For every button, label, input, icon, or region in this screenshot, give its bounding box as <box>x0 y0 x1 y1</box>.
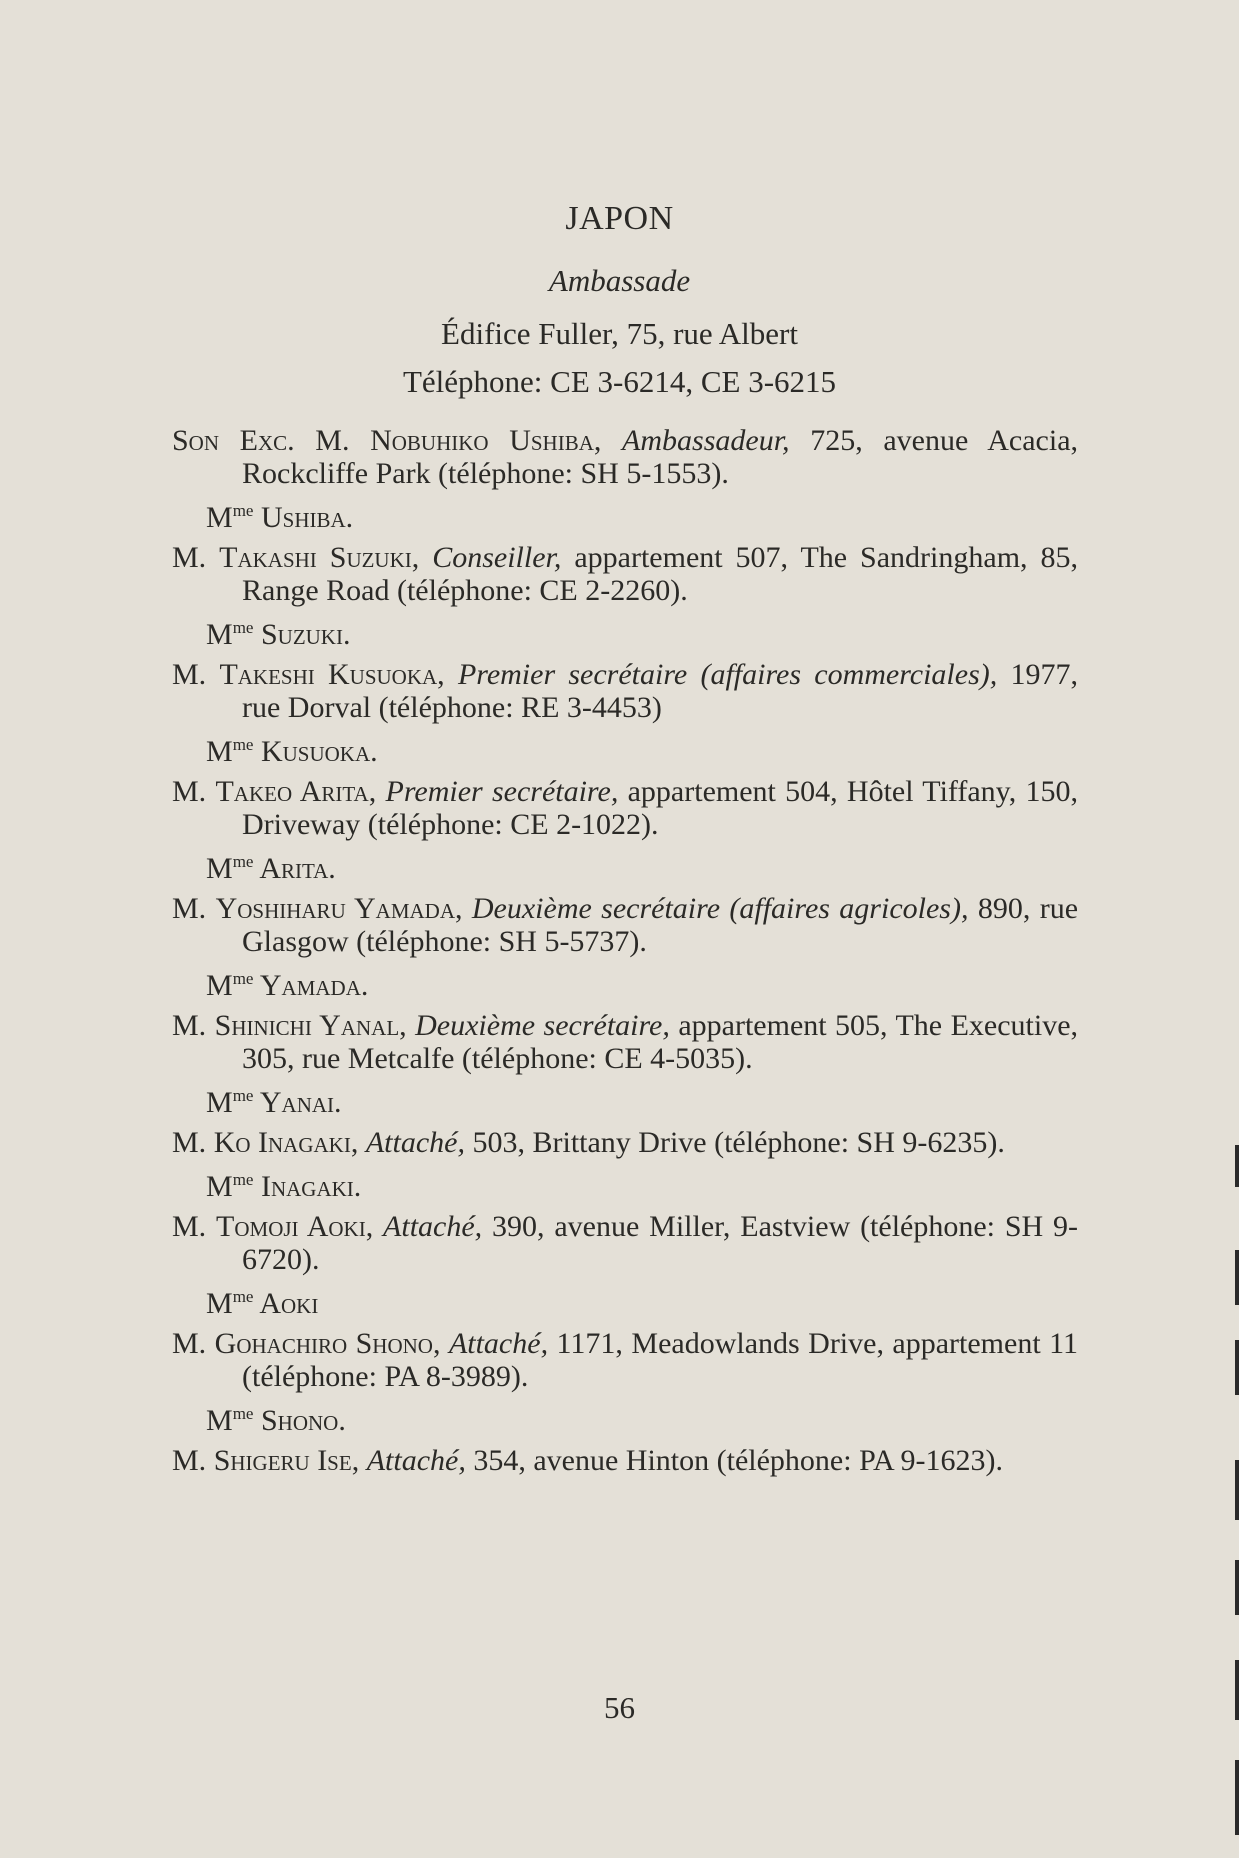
entry-text <box>172 541 1078 607</box>
spouse-sup: me <box>232 735 254 754</box>
entry-title: Attaché, <box>383 1210 483 1243</box>
staff-entry <box>172 1327 1078 1438</box>
spouse-name: Inagaki. <box>260 1170 362 1203</box>
entry-name: Takeshi Kusuoka, <box>219 658 445 691</box>
entry-details: 1977, rue Dorval (téléphone: RE 3-4453) <box>242 658 1079 724</box>
staff-entry <box>172 892 1078 1003</box>
entry-text <box>172 1126 1078 1159</box>
spouse-name: Kusuoka. <box>260 735 378 768</box>
embassy-phones: Téléphone: CE 3-6214, CE 3-6215 <box>402 364 837 399</box>
entry-title: Attaché, <box>365 1126 465 1159</box>
staff-entry <box>172 775 1078 886</box>
entry-name: Nobuhiko Ushiba, <box>370 424 602 457</box>
edge-mark <box>1235 1250 1239 1305</box>
entry-text <box>172 892 1078 958</box>
entry-details: 890, rue Glasgow (téléphone: SH 5-5737). <box>242 892 1079 958</box>
entry-text <box>172 658 1078 724</box>
country-heading: JAPON <box>565 200 674 237</box>
staff-entry <box>172 424 1078 535</box>
entry-name: Yoshiharu Yamada, <box>215 892 463 925</box>
staff-entry <box>172 1210 1078 1321</box>
entry-name: Ko Inagaki, <box>213 1126 359 1159</box>
entry-prefix: M. <box>172 892 207 925</box>
entry-text <box>172 424 1078 490</box>
spouse-prefix: M <box>206 969 233 1002</box>
spouse-prefix: M <box>206 501 233 534</box>
staff-list <box>172 424 1078 1483</box>
entry-name: Takeo Arita, <box>215 775 377 808</box>
entry-title: Attaché, <box>448 1327 549 1360</box>
spouse-sup: me <box>232 618 254 637</box>
entry-prefix: M. <box>172 1210 207 1243</box>
entry-prefix: M. <box>172 1009 207 1042</box>
spouse-sup: me <box>232 1404 254 1423</box>
entry-details: 1171, Meadowlands Drive, appartement 11 (téléphone: PA 8-3989). <box>242 1327 1079 1393</box>
spouse-prefix: M <box>206 618 233 651</box>
entry-text <box>172 1327 1078 1393</box>
page-number: 56 <box>604 1690 635 1725</box>
entry-details: 503, Brittany Drive (téléphone: SH 9-6235). <box>472 1126 1005 1159</box>
spouse-name: Shono. <box>260 1404 346 1437</box>
entry-text <box>172 1444 1078 1477</box>
spouse-line <box>206 611 1078 652</box>
staff-entry <box>172 1126 1078 1204</box>
entry-details: 390, avenue Miller, Eastview (téléphone: SH 9-6720). <box>242 1210 1079 1276</box>
entry-title: Deuxième secrétaire, <box>415 1009 670 1042</box>
entry-title: Deuxième secrétaire (affaires agricoles), <box>471 892 969 925</box>
spouse-prefix: M <box>206 852 233 885</box>
spouse-line <box>206 845 1078 886</box>
entry-prefix: M. <box>172 541 207 574</box>
spouse-name: Yamada. <box>259 969 369 1002</box>
spouse-line <box>206 1163 1078 1204</box>
entry-title: Ambassadeur, <box>622 424 790 457</box>
spouse-prefix: M <box>206 1404 233 1437</box>
entry-details: appartement 504, Hôtel Tiffany, 150, Driveway (téléphone: CE 2-1022). <box>242 775 1078 841</box>
spouse-sup: me <box>232 501 254 520</box>
entry-title: Premier secrétaire, <box>385 775 619 808</box>
entry-prefix: M. <box>172 658 207 691</box>
spouse-sup: me <box>232 1287 254 1306</box>
spouse-name: Ushiba. <box>260 501 354 534</box>
spouse-name: Arita. <box>259 852 336 885</box>
entry-name: Shinichi Yanal, <box>214 1009 407 1042</box>
spouse-prefix: M <box>206 735 233 768</box>
spouse-line <box>206 1397 1078 1438</box>
spouse-prefix: M <box>206 1287 233 1320</box>
edge-mark <box>1235 1145 1239 1187</box>
entry-details: 354, avenue Hinton (téléphone: PA 9-1623). <box>473 1444 1003 1477</box>
entry-prefix: M. <box>172 1327 207 1360</box>
spouse-line <box>206 494 1078 535</box>
spouse-line <box>206 962 1078 1003</box>
spouse-sup: me <box>232 1086 254 1105</box>
staff-entry <box>172 1009 1078 1120</box>
staff-entry <box>172 1444 1078 1477</box>
entry-name: Takashi Suzuki, <box>219 541 420 574</box>
entry-text <box>172 1009 1078 1075</box>
spouse-name: Suzuki. <box>260 618 351 651</box>
edge-mark <box>1235 1340 1239 1395</box>
entry-name: Tomoji Aoki, <box>216 1210 374 1243</box>
entry-prefix: M. <box>172 1444 207 1477</box>
entry-title: Premier secrétaire (affaires commerciales), <box>457 658 998 691</box>
entry-prefix: Son Exc. M. <box>172 424 350 457</box>
entry-name: Shigeru Ise, <box>213 1444 360 1477</box>
spouse-line <box>206 1079 1078 1120</box>
edge-mark <box>1235 1660 1239 1720</box>
embassy-address: Édifice Fuller, 75, rue Albert <box>441 316 798 351</box>
spouse-prefix: M <box>206 1170 233 1203</box>
edge-mark <box>1235 1460 1239 1520</box>
staff-entry <box>172 658 1078 769</box>
section-subtitle: Ambassade <box>548 263 691 298</box>
entry-text <box>172 775 1078 841</box>
entry-details: 725, avenue Acacia, Rockcliffe Park (téléphone: SH 5-1553). <box>242 424 1079 490</box>
edge-mark <box>1235 1760 1239 1835</box>
edge-mark <box>1235 1560 1239 1615</box>
entry-title: Attaché, <box>366 1444 466 1477</box>
spouse-line <box>206 728 1078 769</box>
spouse-name: Aoki <box>259 1287 319 1320</box>
spouse-name: Yanai. <box>259 1086 342 1119</box>
entry-details: appartement 507, The Sandringham, 85, Range Road (téléphone: CE 2-2260). <box>242 541 1078 607</box>
entry-prefix: M. <box>172 1126 207 1159</box>
spouse-line <box>206 1280 1078 1321</box>
entry-text <box>172 1210 1078 1276</box>
entry-title: Conseiller, <box>432 541 562 574</box>
spouse-prefix: M <box>206 1086 233 1119</box>
spouse-sup: me <box>232 852 254 871</box>
entry-prefix: M. <box>172 775 207 808</box>
entry-name: Gohachiro Shono, <box>214 1327 441 1360</box>
staff-entry <box>172 541 1078 652</box>
spouse-sup: me <box>232 969 254 988</box>
spouse-sup: me <box>232 1170 254 1189</box>
entry-details: appartement 505, The Executive, 305, rue Metcalfe (téléphone: CE 4-5035). <box>242 1009 1079 1075</box>
